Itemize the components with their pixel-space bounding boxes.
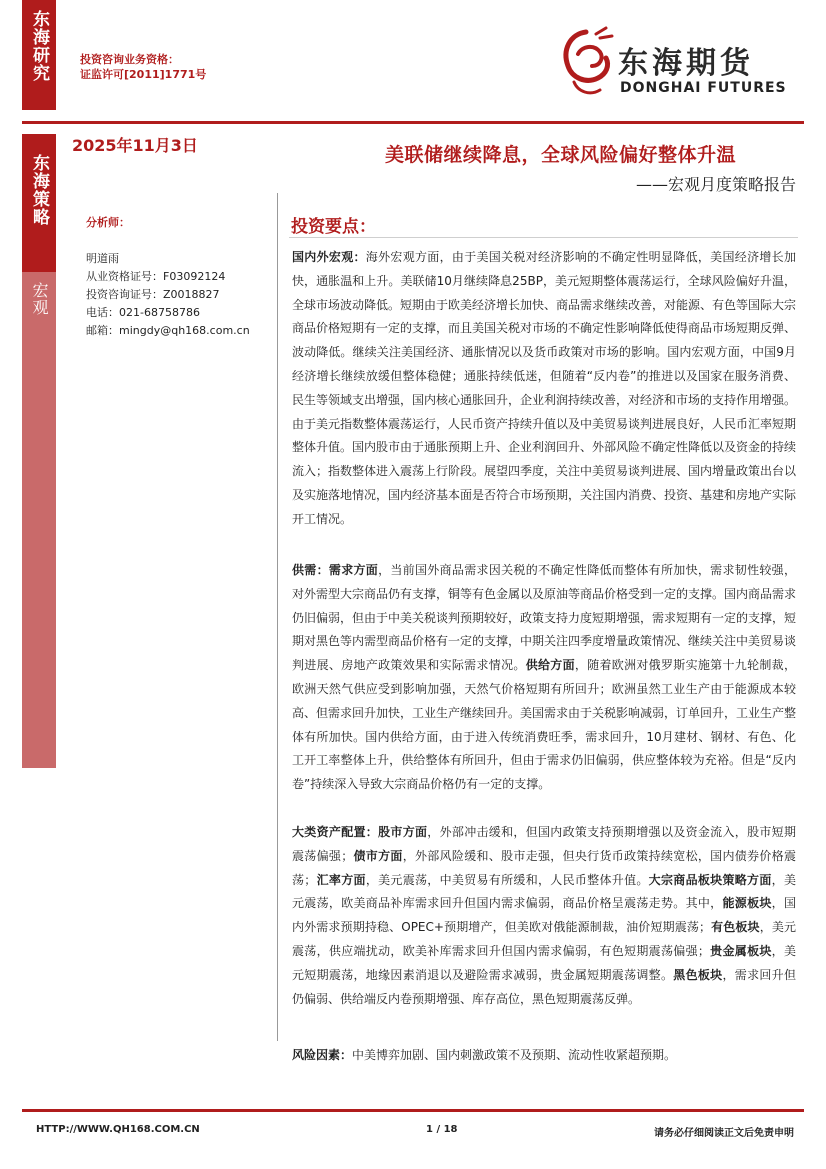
certification <box>80 52 206 82</box>
footer-disclaimer: 请务必仔细阅读正文后免责申明 <box>654 1128 794 1139</box>
side-label-strategy: 东海策略 <box>22 134 56 276</box>
supply-demand-label: 供需： <box>292 563 329 577</box>
key-points-divider <box>289 237 798 238</box>
demand-text: ，当前国外商品需求因关税的不确定性降低而整体有所加快，需求韧性较强，对外需型大宗商品仍有支撑，铜等有色金属以及原油等商品价格受到一定的支撑。国内商品需求仍旧偏弱，但由于中美关税谈判预期较好，政策支持力度短期增强，需求短期有一定的支撑，短期对黑色等内需型商品价格有一定的支撑，中期关注四季度增量政策情况、继续关注中美贸易谈判进展、房地产政策效果和实际需求情况。 <box>292 563 797 673</box>
nonferrous-label: 有色板块 <box>711 920 760 935</box>
asset-allocation-label: 大类资产配置： <box>292 825 379 839</box>
fx-text: ，美元震荡，中美贸易有所缓和，人民币整体升值。 <box>365 872 649 887</box>
risk-factors-paragraph <box>292 1044 796 1068</box>
logo-english-name: DONGHAI FUTURES <box>620 80 787 96</box>
report-title: 美联储继续降息，全球风险偏好整体升温 <box>384 144 736 166</box>
energy-label: 能源板块 <box>722 896 772 911</box>
energy-text: ，国内外需求预期持稳、OPEC+预期增产，但美欧对俄能源制裁，油价短期震荡； <box>292 896 796 935</box>
dragon-logo-icon <box>556 24 618 104</box>
footer-website-link[interactable]: HTTP://WWW.QH168.COM.CN <box>36 1124 200 1135</box>
domestic-foreign-label: 国内外宏观： <box>292 250 366 264</box>
side-label-macro: 宏观 <box>22 272 56 768</box>
analyst-consulting-id: 投资咨询证号：Z0018827 <box>86 288 220 301</box>
demand-label: 需求方面 <box>328 563 379 577</box>
column-divider <box>277 193 278 1041</box>
supply-text: ，随着欧洲对俄罗斯实施第十九轮制裁，欧洲天然气供应受到影响加强，天然气价格短期有所回升；欧洲虽然工业生产由于能源成本较高、但需求回升加快，工业生产继续回升。美国需求由于关税影响减弱，订单回升，工业生产整体有所加快。国内供给方面，由于进入传统消费旺季，需求回升，10月建材、钢材、有色、化工开工率整体上升，供给整体有所回升，但由于需求仍旧偏弱，供应整体较为充裕。但是“反内卷”持续深入导致大宗商品价格仍有一定的支撑。 <box>292 658 797 792</box>
footer-page-number: 1 / 18 <box>426 1124 458 1135</box>
precious-metals-label: 贵金属板块 <box>709 943 772 958</box>
donghai-logo <box>556 24 796 108</box>
analyst-label: 分析师： <box>86 216 130 229</box>
commodity-label: 大宗商品板块策略方面 <box>648 872 772 887</box>
cert-line-2: 证监许可[2011]1771号 <box>80 68 207 81</box>
ferrous-label: 黑色板块 <box>673 967 723 982</box>
nonferrous-text: ，美元震荡，供应端扰动，欧美补库需求回升但国内需求偏弱，有色短期震荡偏强； <box>292 920 796 958</box>
ferrous-text: ，需求回升但仍偏弱、供给端反内卷预期增强、库存高位，黑色短期震荡反弹。 <box>292 967 796 1006</box>
header-divider <box>22 121 804 124</box>
stock-label: 股市方面 <box>378 825 428 839</box>
report-date: 2025年11月3日 <box>72 136 198 155</box>
footer-divider <box>22 1109 804 1112</box>
commodity-text: ，美元震荡，欧美商品补库需求回升但国内需求偏弱，商品价格呈震荡走势。其中， <box>292 872 796 911</box>
key-points-body <box>292 246 797 1062</box>
analyst-phone: 电话：021-68758786 <box>86 306 200 319</box>
supply-demand-paragraph <box>292 559 796 797</box>
stock-text: ，外部冲击缓和，但国内政策支持预期增强以及资金流入，股市短期震荡偏强； <box>292 825 796 863</box>
risk-label: 风险因素： <box>292 1048 353 1062</box>
analyst-name: 明道雨 <box>86 252 119 265</box>
fx-label: 汇率方面 <box>316 872 366 887</box>
cert-line-1: 投资咨询业务资格： <box>80 53 179 66</box>
analyst-info <box>86 250 250 340</box>
precious-metals-text: ，美元短期震荡，地缘因素消退以及避险需求减弱，贵金属短期震荡调整。 <box>292 943 796 982</box>
report-subtitle: ——宏观月度策略报告 <box>635 175 796 194</box>
domestic-foreign-macro-paragraph <box>292 246 796 532</box>
key-points-heading: 投资要点： <box>291 217 376 237</box>
analyst-qualification: 从业资格证号：F03092124 <box>86 270 226 283</box>
domestic-foreign-text: 海外宏观方面，由于美国关税对经济影响的不确定性明显降低，美国经济增长加快，通胀温和上升。美联储10月继续降息25BP，美元短期整体震荡运行，全球风险偏好升温，全球市场波动降低。短期由于欧美经济增长加快、商品需求继续改善，对能源、有色等国际大宗商品价格短期有一定的支撑，而且美国关税对市场的不确定性影响降低使得商品市场短期反弹、波动降低。继续关注美国经济、通胀情况以及货币政策对市场的影响。国内宏观方面，中国9月经济增长继续放缓但整体稳健；通胀持续低迷，但随着“反内卷”的推进以及国家在服务消费、民生等领域支出增强，国内核心通胀回升，企业利润持续改善，对经济和市场的支持作用增强。由于美元指数整体震荡运行，人民币资产持续升值以及中美贸易谈判进展良好，人民币汇率短期整体升值。国内股市由于通胀预期上升、企业利润回升、外部风险不确定性降低以及资金的持续流入；指数整体进入震荡上行阶段。展望四季度，关注中美贸易谈判进展、国内增量政策出台以及实施落地情况，国内经济基本面是否符合市场预期，关注国内消费、投资、基建和房地产实际开工情况。 <box>292 250 797 526</box>
side-label-research: 东海研究 <box>22 0 56 110</box>
analyst-email[interactable]: 邮箱：mingdy@qh168.com.cn <box>86 324 250 337</box>
bond-text: ，外部风险缓和、股市走强，但央行货币政策持续宽松，国内债券价格震荡； <box>292 848 796 887</box>
risk-text: 中美博弈加剧、国内刺激政策不及预期、流动性收紧超预期。 <box>352 1048 677 1062</box>
bond-label: 债市方面 <box>353 848 403 863</box>
logo-chinese-name: 东海期货 <box>618 46 754 81</box>
supply-label: 供给方面 <box>525 658 575 673</box>
asset-allocation-paragraph <box>292 821 796 1011</box>
